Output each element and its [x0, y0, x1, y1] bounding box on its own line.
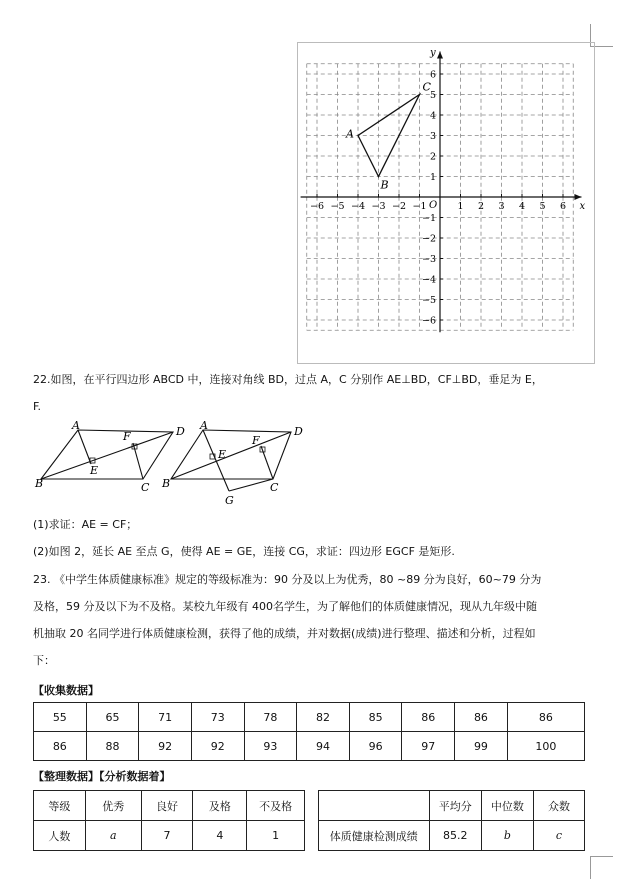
table-cell: 92	[139, 732, 192, 761]
x-tick-label: 5	[539, 201, 546, 212]
table-row	[34, 791, 305, 821]
figure1-label-c: C	[141, 481, 150, 494]
figure2-label-d: D	[294, 425, 303, 438]
x-tick-label: 2	[477, 201, 485, 212]
y-tick-label: 3	[429, 131, 436, 142]
point-label-b: B	[380, 178, 389, 192]
point-label-c: C	[422, 80, 431, 94]
table-cell: 86	[507, 703, 584, 732]
y-tick-label: 5	[429, 90, 436, 101]
x-tick-label: 1	[457, 201, 464, 212]
figure1-label-a: A	[72, 420, 80, 432]
figure2-diagonal-bd	[171, 432, 291, 479]
table-cell: 100	[507, 732, 584, 761]
table-row	[319, 791, 585, 821]
y-tick-label: 6	[429, 69, 436, 81]
table-cell: 86	[455, 703, 508, 732]
figure1-label-e: E	[90, 464, 99, 477]
table-cell: 4	[193, 821, 247, 851]
q22-part1: (1)求证：AE = CF；	[33, 518, 138, 531]
y-tick-label: 4	[429, 110, 436, 122]
x-tick-label: −4	[350, 201, 366, 212]
table-cell: 平均分	[429, 791, 481, 821]
table-cell: 优秀	[85, 791, 141, 821]
table-cell: b	[481, 821, 533, 851]
table-cell: 73	[191, 703, 244, 732]
table-cell: 体质健康检测成绩	[319, 821, 430, 851]
table-cell: c	[533, 821, 584, 851]
page-corner-mark-bottom	[590, 856, 613, 879]
figure1-segment-ae	[78, 430, 91, 464]
y-axis-arrow	[437, 51, 443, 58]
triangle-abc	[358, 95, 420, 177]
figure2-label-c: C	[270, 481, 279, 494]
table-row	[319, 821, 585, 851]
q22-line2: F.	[33, 400, 42, 413]
table-cell	[319, 791, 430, 821]
origin-label: O	[429, 200, 438, 211]
x-axis-label: x	[579, 201, 586, 212]
x-axis-arrow	[574, 194, 581, 200]
figure2-label-b: B	[162, 477, 171, 490]
x-tick-label: −2	[391, 201, 407, 212]
table-cell: 等级	[34, 791, 86, 821]
figure2-segment-cg	[229, 479, 273, 491]
table-cell: 85.2	[429, 821, 481, 851]
table-cell: 96	[349, 732, 402, 761]
q23-line1: 23. 《中学生体质健康标准》规定的等级标准为：90 分及以上为优秀，80 ~89 分为良好，60~79 分为	[33, 573, 542, 586]
figure1-label-f: F	[123, 430, 131, 443]
table-cell: 众数	[533, 791, 584, 821]
y-tick-label: −4	[421, 274, 436, 286]
figure2-segment-cf	[261, 446, 273, 479]
table-row	[34, 703, 585, 732]
table-cell: 1	[247, 821, 305, 851]
q22-figures	[33, 420, 323, 512]
table-cell: 88	[86, 732, 139, 761]
table-row	[34, 821, 305, 851]
y-axis-label: y	[430, 47, 436, 59]
x-tick-label: 6	[559, 201, 567, 212]
table-cell: 97	[402, 732, 455, 761]
y-tick-label: 1	[429, 172, 436, 183]
x-tick-label: 3	[498, 201, 505, 212]
table-cell: 78	[244, 703, 297, 732]
table-cell: 65	[86, 703, 139, 732]
table-cell: 82	[297, 703, 350, 732]
table-cell: 中位数	[481, 791, 533, 821]
q23-line2: 及格，59 分及以下为不及格。某校九年级有 400名学生，为了解他们的体质健康情况，现从九年级中随	[33, 600, 537, 613]
y-tick-label: −1	[421, 213, 436, 224]
figure2-label-a: A	[200, 420, 208, 432]
organize-data-heading: 【整理数据】【分析数据着】	[33, 770, 171, 783]
table-cell: 93	[244, 732, 297, 761]
table-cell: 及格	[193, 791, 247, 821]
figure1-diagonal-bd	[41, 432, 173, 479]
table-cell: 不及格	[247, 791, 305, 821]
y-tick-label: −2	[421, 233, 436, 245]
q23-line3: 机抽取 20 名同学进行体质健康检测，获得了他的成绩，并对数据(成绩)进行整理、描述和分析，过程如	[33, 627, 536, 640]
x-tick-label: −6	[309, 201, 325, 212]
table-cell: 55	[34, 703, 87, 732]
table-cell: 85	[349, 703, 402, 732]
point-label-a: A	[346, 127, 354, 141]
figure2-label-f: F	[252, 434, 260, 447]
q22-part2: (2)如图 2，延长 AE 至点 G，使得 AE = GE，连接 CG，求证：四边形 EGCF 是矩形.	[33, 545, 455, 558]
table-row	[34, 732, 585, 761]
x-tick-label: −3	[371, 201, 386, 212]
y-tick-label: −3	[421, 254, 436, 265]
x-tick-label: −5	[330, 201, 345, 212]
figure1-label-b: B	[35, 477, 44, 490]
table-cell: 86	[34, 732, 87, 761]
figure2-label-g: G	[225, 494, 234, 507]
table-cell: a	[85, 821, 141, 851]
figure1-label-d: D	[176, 425, 185, 438]
table-cell: 94	[297, 732, 350, 761]
table-cell: 人数	[34, 821, 86, 851]
q22-line1: 22.如图，在平行四边形 ABCD 中，连接对角线 BD，过点 A，C 分别作 AE⊥BD，CF⊥BD，垂足为 E，	[33, 373, 543, 386]
table-cell: 92	[191, 732, 244, 761]
x-tick-label: −1	[412, 201, 427, 212]
grade-table	[33, 790, 305, 851]
y-tick-label: 2	[429, 151, 436, 163]
figure2-label-e: E	[218, 448, 227, 461]
table-cell: 良好	[141, 791, 193, 821]
x-tick-label: 4	[518, 201, 526, 212]
scores-table	[33, 702, 585, 761]
y-tick-label: −5	[421, 295, 436, 306]
table-cell: 86	[402, 703, 455, 732]
stats-table	[318, 790, 585, 851]
table-cell: 71	[139, 703, 192, 732]
table-cell: 7	[141, 821, 193, 851]
table-cell: 99	[455, 732, 508, 761]
figure1-segment-cf	[133, 443, 143, 479]
collect-data-heading: 【收集数据】	[33, 684, 99, 697]
coordinate-figure	[297, 42, 595, 364]
q23-line4: 下：	[33, 654, 55, 667]
y-tick-label: −6	[421, 315, 436, 327]
